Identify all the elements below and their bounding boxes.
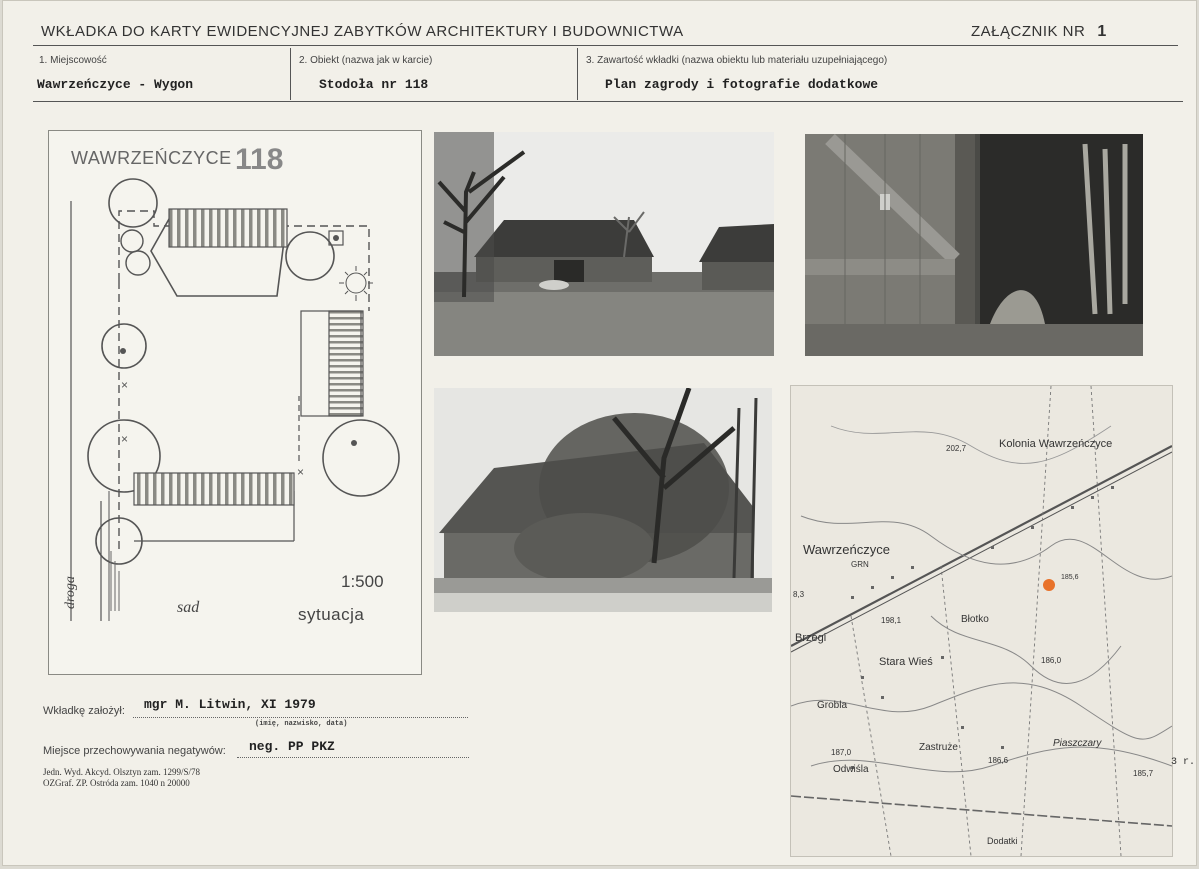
locality-value: Wawrzeńczyce - Wygon xyxy=(37,77,194,92)
author-value: mgr M. Litwin, XI 1979 xyxy=(144,697,316,712)
plan-orchard-label: sad xyxy=(177,599,200,616)
object-value: Stodoła nr 118 xyxy=(319,77,429,92)
map-label-piaszczary: Piaszczary xyxy=(1053,738,1102,749)
annex-value: 1 xyxy=(1097,23,1107,40)
print-info-line-1: Jedn. Wyd. Akcyd. Olsztyn zam. 1299/S/78 xyxy=(43,767,201,777)
svg-text:×: × xyxy=(121,432,129,446)
author-line xyxy=(133,717,468,718)
plan-scale: 1:500 xyxy=(341,572,384,591)
author-note: (imię, nazwisko, data) xyxy=(255,720,348,728)
plan-road-label: droga xyxy=(63,576,78,609)
map-label-odwisla: Odwiśla xyxy=(833,764,869,775)
plan-number: 118 xyxy=(235,143,284,176)
map-label-brzegi: Brzegi xyxy=(795,632,827,644)
location-map xyxy=(790,385,1173,857)
map-height-8: 8,3 xyxy=(793,590,805,599)
negatives-value: neg. PP PKZ xyxy=(249,739,335,754)
header-rule xyxy=(33,45,1178,46)
svg-text:×: × xyxy=(121,378,129,392)
photo-barn-field-image xyxy=(434,132,774,356)
author-label: Wkładkę założył: xyxy=(43,705,125,717)
plan-title: WAWRZEŃCZYCE xyxy=(71,148,232,168)
field-divider-1 xyxy=(290,48,291,100)
map-height-5: 187,0 xyxy=(831,748,852,757)
site-plan-drawing xyxy=(49,131,421,674)
field-divider-2 xyxy=(577,48,578,100)
object-label: 2. Obiekt (nazwa jak w karcie) xyxy=(299,55,433,66)
card-title: WKŁADKA DO KARTY EWIDENCYJNEJ ZABYTKÓW ARCHITEKTURY I BUDOWNICTWA xyxy=(41,23,684,40)
map-label-grobla: Grobla xyxy=(817,700,848,711)
map-height-2: 198,1 xyxy=(881,616,902,625)
map-label-kolonia: Kolonia Wawrzeńczyce xyxy=(999,438,1113,450)
map-height-3: 186,0 xyxy=(1041,656,1062,665)
contents-value: Plan zagrody i fotografie dodatkowe xyxy=(605,77,879,92)
print-info-line-2: OZGraf. ZP. Ostróda zam. 1040 n 20000 xyxy=(43,778,190,788)
map-height-4: 186,6 xyxy=(988,756,1009,765)
photo-barn-field xyxy=(434,132,774,356)
map-height-1: 202,7 xyxy=(946,444,967,453)
map-label-grn: GRN xyxy=(851,560,869,569)
map-label-zastruze: Zastruże xyxy=(919,742,958,753)
negatives-line xyxy=(237,757,469,758)
edge-mark: 3 r. xyxy=(1171,757,1196,768)
map-label-stara-wies: Stara Wieś xyxy=(879,656,933,668)
site-plan xyxy=(48,130,422,675)
locality-label: 1. Miejscowość xyxy=(39,55,107,66)
inventory-card xyxy=(2,0,1197,866)
negatives-label: Miejsce przechowywania negatywów: xyxy=(43,745,226,757)
contents-label: 3. Zawartość wkładki (nazwa obiektu lub materiału uzupełniającego) xyxy=(586,55,888,66)
map-height-7: 185,6 xyxy=(1061,574,1079,581)
svg-text:×: × xyxy=(297,465,305,479)
photo-barn-interior xyxy=(805,134,1143,356)
annex-label: ZAŁĄCZNIK NR xyxy=(971,23,1086,40)
map-label-dodatki: Dodatki xyxy=(987,836,1018,846)
map-label-village: Wawrzeńczyce xyxy=(803,542,890,557)
photo-barn-trees xyxy=(434,388,772,612)
photo-barn-trees-image xyxy=(434,388,772,612)
annex-number xyxy=(971,23,1107,41)
map-height-6: 185,7 xyxy=(1133,769,1154,778)
photo-barn-interior-image xyxy=(805,134,1143,356)
print-info xyxy=(43,767,200,789)
map-label-blotko: Błotko xyxy=(961,614,989,625)
plan-caption: sytuacja xyxy=(298,605,365,624)
map-location-marker xyxy=(1043,579,1055,591)
fields-rule xyxy=(33,101,1183,102)
